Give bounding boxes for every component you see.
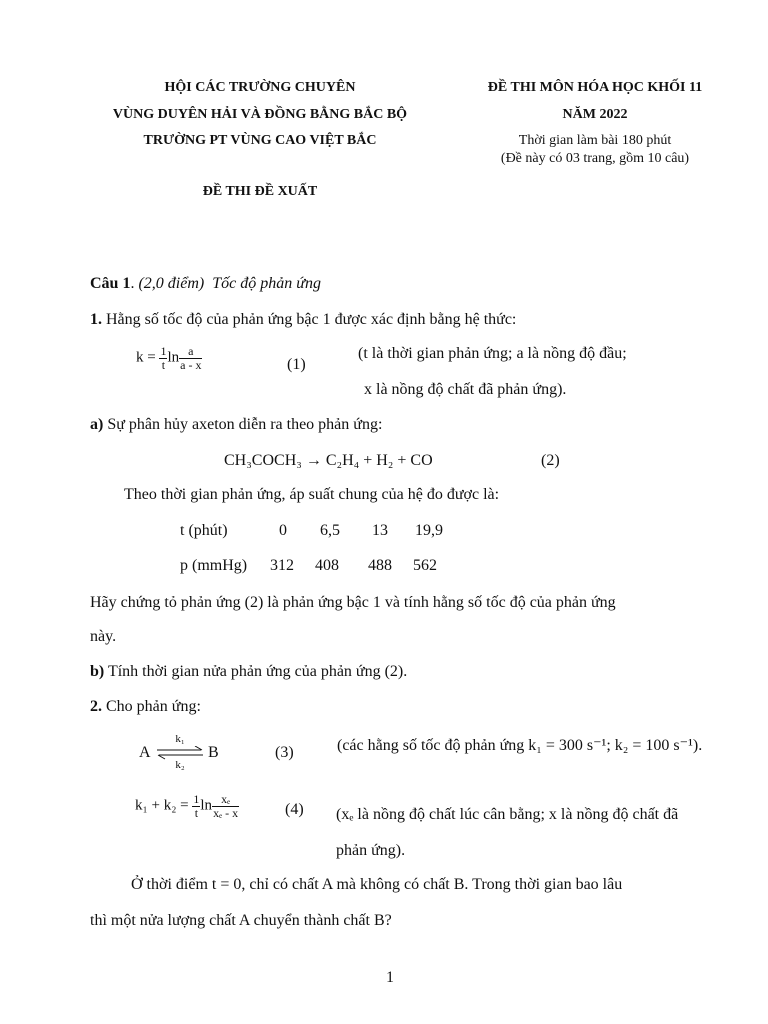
eq3-k1-label: k₁ [175,733,185,745]
eq3-note: (các hằng số tốc độ phản ứng k₁ = 300 s⁻¹; k₂ = 100 s⁻¹). [337,737,703,754]
prove-line-2: này. [90,628,117,645]
part1-number: 1. [90,311,102,328]
eq4-fraction: $\frac{\text{xₑ}}{\text{xₑ - x}}$ [213,792,239,820]
table-time-value: 13 [372,522,388,539]
eq4-lhs: k₁ + k₂ = [135,797,189,814]
eq3-k2-label: k₂ [175,759,185,771]
table-time-label: t (phút) [180,522,228,539]
table-time-value: 6,5 [320,522,340,539]
eq1-coefficient: $\frac{1}{t}$ [160,344,167,372]
exam-year: NĂM 2022 [562,107,628,122]
eq1-note-line-1: (t là thời gian phản ứng; a là nồng độ đầu; [358,345,627,362]
part2-number: 2. [90,698,102,715]
exam-title: ĐỀ THI MÔN HÓA HỌC KHỐI 11 [487,80,703,95]
table-time-value: 19,9 [415,522,443,539]
part-a-label: a) [90,416,104,433]
prove-line-1: Hãy chứng tỏ phản ứng (2) là phản ứng bậc 1 và tính hằng số tốc độ của phản ứng [90,594,616,611]
exam-pages-info: (Đề này có 03 trang, gồm 10 câu) [500,151,690,166]
question-topic: Tốc độ phản ứng [212,275,321,292]
table-pressure-label: p (mmHg) [180,557,248,574]
reaction-2: CH₃COCH₃ → C₂H₄ + H₂ + CO [224,452,433,469]
question-heading: Câu 1. (2,0 điểm) Tốc độ phản ứng [90,275,321,292]
eq1-tag: (1) [287,356,306,373]
question-points: (2,0 điểm) [138,275,205,292]
table-pressure-value: 312 [270,557,294,574]
part-b [90,663,407,681]
eq4-coefficient: $\frac{1}{t}$ [193,792,200,820]
eq3-right-species: B [208,744,219,761]
header-org-line-1: HỘI CÁC TRƯỜNG CHUYÊN [164,80,356,95]
eq4-note-line-1: (xₑ là nồng độ chất lúc cân bằng; x là nồng độ chất đã [336,806,679,823]
equation-4 [135,793,239,819]
exam-duration: Thời gian làm bài 180 phút [518,133,672,148]
header-org-line-3: TRƯỜNG PT VÙNG CAO VIỆT BẮC [143,133,377,148]
question-label: Câu 1 [90,275,131,292]
part2-intro [90,698,201,716]
eq1-lhs: k = [136,349,156,366]
final-line-1: Ở thời điểm t = 0, chỉ có chất A mà không có chất B. Trong thời gian bao lâu [131,876,623,893]
part-b-text: Tính thời gian nửa phản ứng của phản ứng (2). [107,663,408,680]
reaction-2-tag: (2) [541,452,560,469]
equilibrium-arrows-icon [155,746,205,760]
pressure-intro: Theo thời gian phản ứng, áp suất chung của hệ đo được là: [124,486,500,503]
proposal-label: ĐỀ THI ĐỀ XUẤT [202,184,318,199]
eq3-left-species: A [139,744,151,761]
eq4-ln: ln [200,797,213,814]
part-a-text: Sự phân hủy axeton diễn ra theo phản ứng: [107,416,383,433]
table-pressure-value: 488 [368,557,392,574]
eq1-fraction: $\frac{a}{a - x}$ [180,344,202,372]
eq4-tag: (4) [285,801,304,818]
part-b-label: b) [90,663,105,680]
part1-intro [90,311,516,329]
final-line-2: thì một nửa lượng chất A chuyển thành chất B? [90,912,392,929]
equation-1 [136,345,202,371]
eq3-tag: (3) [275,744,294,761]
header-org-line-2: VÙNG DUYÊN HẢI VÀ ĐỒNG BẰNG BẮC BỘ [112,107,408,122]
part1-text: Hằng số tốc độ của phản ứng bậc 1 được xác định bằng hệ thức: [106,311,517,328]
eq1-ln: ln [167,349,180,366]
table-pressure-value: 408 [315,557,339,574]
page-number: 1 [386,969,394,986]
part2-text: Cho phản ứng: [106,698,201,715]
eq1-note-line-2: x là nồng độ chất đã phản ứng). [364,381,567,398]
eq4-note-line-2: phản ứng). [336,842,406,859]
table-time-value: 0 [279,522,287,539]
part-a-intro [90,416,382,434]
table-pressure-value: 562 [413,557,437,574]
